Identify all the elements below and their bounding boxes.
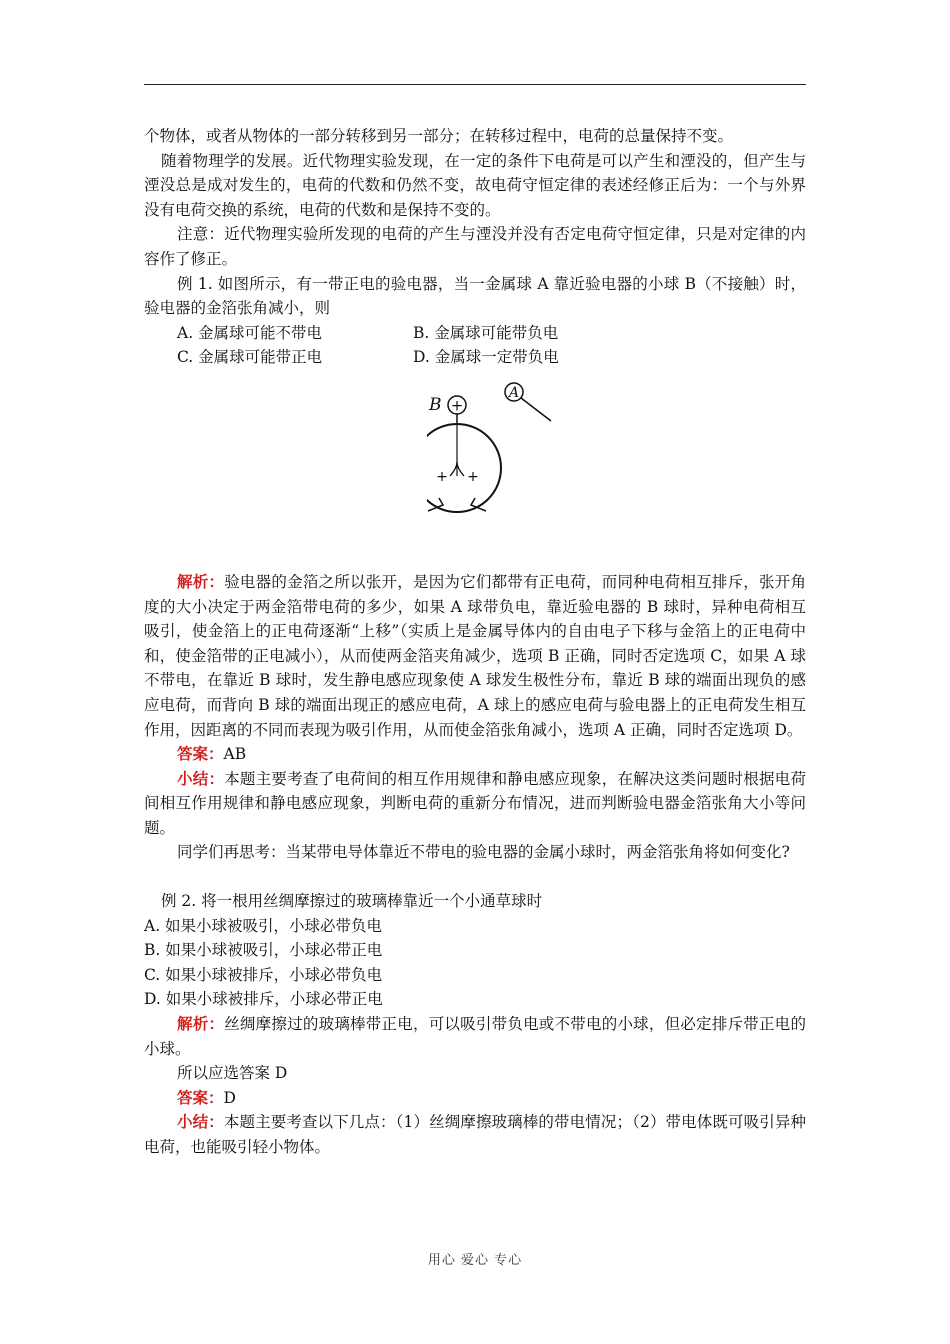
- label-a: A: [508, 384, 520, 401]
- example1-think: 同学们再思考：当某带电导体靠近不带电的验电器的金属小球时，两金箔张角将如何变化?: [177, 843, 790, 862]
- plus-sign: +: [436, 468, 448, 485]
- example1-options-row: [144, 321, 806, 346]
- plus-sign: +: [450, 396, 464, 415]
- example1-options-row: [144, 345, 806, 370]
- analysis-text: 丝绸摩擦过的玻璃棒带正电，可以吸引带负电或不带电的小球，但必定排斥带正电的小球。: [144, 1015, 806, 1058]
- electroscope-figure: [144, 370, 806, 570]
- electroscope-diagram: [427, 376, 557, 526]
- example1-question: 例 1. 如图所示，有一带正电的验电器，当一金属球 A 靠近验电器的小球 B（不接触）时，验电器的金箔张角减小，则: [144, 274, 806, 318]
- handle-a: [521, 398, 551, 421]
- option-b: B. 如果小球被吸引，小球必带正电: [144, 941, 383, 960]
- answer-text: AB: [223, 745, 247, 764]
- example2-question: 例 2. 将一根用丝绸摩擦过的玻璃棒靠近一个小通草球时: [161, 892, 543, 911]
- example1-answer: [144, 742, 806, 767]
- summary-label: 小结：: [177, 1112, 224, 1132]
- summary-label: 小结：: [177, 768, 225, 788]
- option-d: D. 金属球一定带负电: [413, 348, 559, 367]
- example2-analysis: [144, 1012, 806, 1061]
- paragraph: 注意：近代物理实验所发现的电荷的产生与湮没并没有否定电荷守恒定律，只是对定律的内容作了修正。: [144, 225, 806, 268]
- page-footer: 用心 爱心 专心: [427, 1253, 523, 1268]
- plus-sign: +: [467, 468, 479, 485]
- option-c: C. 金属球可能带正电: [177, 348, 323, 367]
- example2-conclusion: 所以应选答案 D: [177, 1064, 288, 1083]
- summary-text: 本题主要考查以下几点：（1）丝绸摩擦玻璃棒的带电情况；（2）带电体既可吸引异种电荷，也能吸引轻小物体。: [144, 1113, 806, 1156]
- example1-summary: [144, 767, 806, 841]
- document-body: [144, 124, 806, 1160]
- label-b: B: [429, 394, 442, 415]
- option-d: D. 如果小球被排斥，小球必带正电: [144, 990, 383, 1009]
- paragraph: 随着物理学的发展。近代物理实验发现，在一定的条件下电荷是可以产生和湮没的，但产生与湮没总是成对发生的，电荷的代数和仍然不变，故电荷守恒定律的表述经修正后为：一个与外界没有电荷交换的系统，电荷的代数和是保持不变的。: [144, 151, 806, 219]
- option-c: C. 如果小球被排斥，小球必带负电: [144, 965, 383, 984]
- electroscope-case: [427, 424, 501, 512]
- option-a: A. 金属球可能不带电: [177, 323, 323, 342]
- paragraph: 个物体，或者从物体的一部分转移到另一部分；在转移过程中，电荷的总量保持不变。: [144, 127, 734, 145]
- answer-label: 答案：: [177, 744, 224, 764]
- answer-label: 答案：: [177, 1087, 224, 1107]
- answer-text: D: [223, 1088, 236, 1107]
- example2-summary: [144, 1110, 806, 1159]
- example1-analysis: [144, 570, 806, 742]
- option-a: A. 如果小球被吸引，小球必带负电: [144, 916, 383, 935]
- analysis-label: 解析：: [177, 571, 225, 591]
- analysis-text: 验电器的金箔之所以张开，是因为它们都带有正电荷，而同种电荷相互排斥，张开角度的大小决定于两金箔带电荷的多少，如果 A 球带负电，靠近验电器的 B 球时，异种电荷相互吸引，使金箔上的正电荷逐渐“上移”（实质上是金属导体内的自由电子下移与金箔上的正电荷中和，使金箔带的正电减小），从而使两金箔夹角减少，选项 B 正确，同时否定选项 C，如果 A 球不带电，在靠近 B 球时，发生静电感应现象使 A 球发生极性分布，靠近 B 球的端面出现负的感应电荷，而背向 B 球的端面出现正的感应电荷，A 球上的感应电荷与验电器上的正电荷发生相互作用，因距离的不同而表现为吸引作用，从而使金箔张角减小，选项 A 正确，同时否定选项 D。: [144, 572, 806, 739]
- header-rule: [144, 84, 806, 85]
- example2-answer: [144, 1086, 806, 1111]
- spacer: [144, 865, 806, 889]
- analysis-label: 解析：: [177, 1014, 225, 1034]
- summary-text: 本题主要考查了电荷间的相互作用规律和静电感应现象，在解决这类问题时根据电荷间相互作用规律和静电感应现象，判断电荷的重新分布情况，进而判断验电器金箔张角大小等问题。: [144, 769, 806, 837]
- option-b: B. 金属球可能带负电: [413, 323, 559, 342]
